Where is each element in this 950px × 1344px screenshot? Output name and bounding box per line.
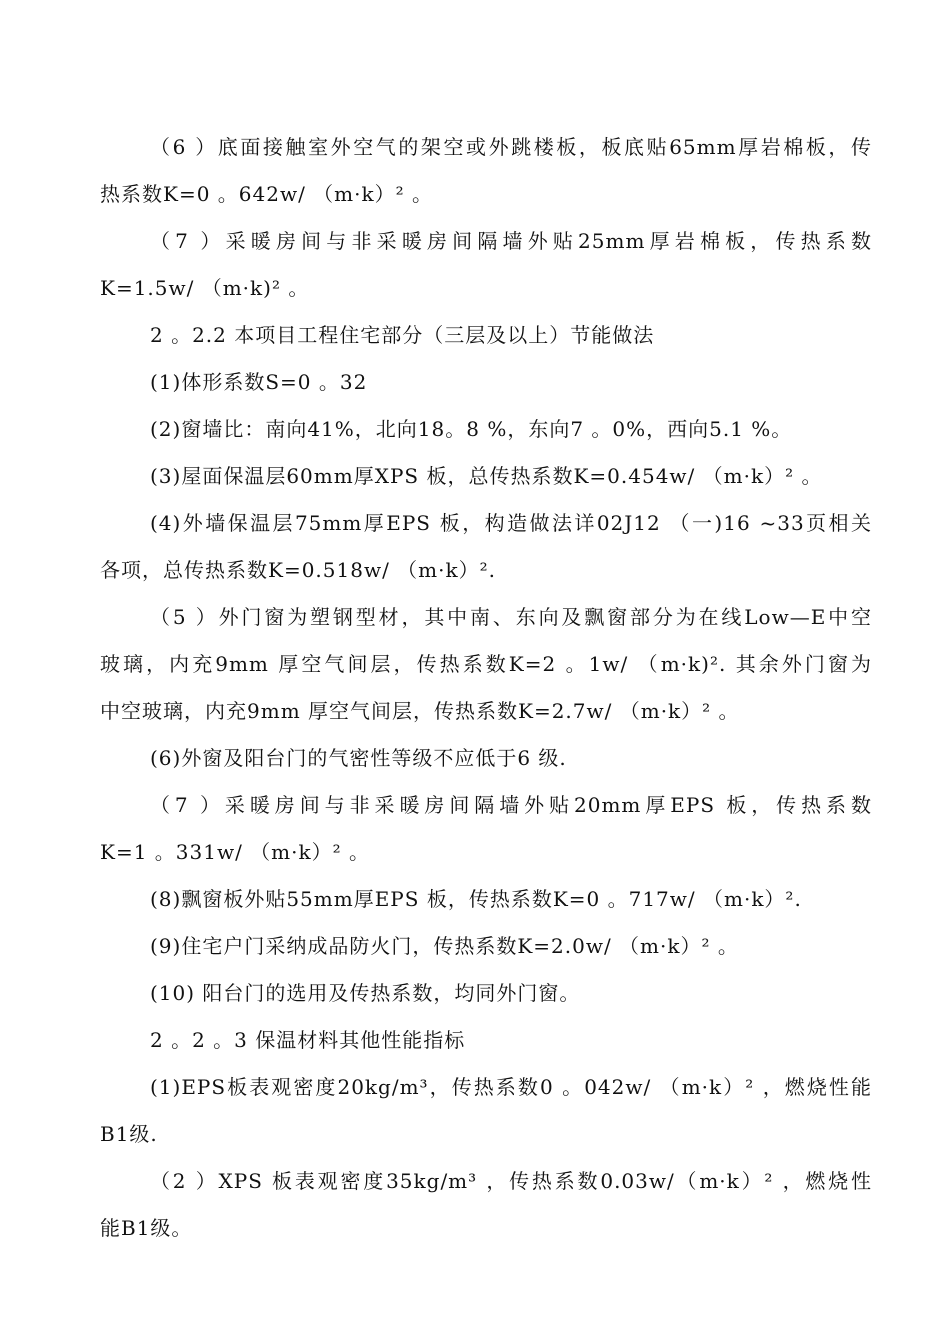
paragraph-line: (1)EPS板表观密度20kg/m³，传热系数0 。042w/ （m·k）² ，燃烧性能 [150, 1075, 872, 1099]
paragraph-line: (10) 阳台门的选用及传热系数，均同外门窗。 [150, 981, 581, 1005]
paragraph-line: (8)飘窗板外贴55mm厚EPS 板，传热系数K=0 。717w/ （m·k）². [150, 887, 802, 911]
paragraph-line: (1)体形系数S=0 。32 [150, 370, 368, 394]
paragraph-line: 能B1级。 [100, 1216, 193, 1240]
paragraph-line: B1级. [100, 1122, 158, 1146]
paragraph-line: 热系数K=0 。642w/ （m·k）² 。 [100, 182, 433, 206]
section-heading: 2 。2 。3 保温材料其他性能指标 [150, 1028, 466, 1052]
paragraph-line: 中空玻璃，内充9mm 厚空气间层，传热系数K=2.7w/ （m·k）² 。 [100, 699, 740, 723]
paragraph-line: （7 ）采暖房间与非采暖房间隔墙外贴25mm厚岩棉板，传热系数 [150, 229, 872, 253]
paragraph-line: (9)住宅户门采纳成品防火门，传热系数K=2.0w/ （m·k）² 。 [150, 934, 739, 958]
paragraph-line: （2 ）XPS 板表观密度35kg/m³ ，传热系数0.03w/（m·k）² ，燃烧性 [150, 1169, 872, 1193]
paragraph-line: K=1.5w/ （m·k)² 。 [100, 276, 310, 300]
paragraph-line: (2)窗墙比：南向41%，北向18。8 %，东向7 。0%，西向5.1 %。 [150, 417, 793, 441]
section-heading: 2 。2.2 本项目工程住宅部分（三层及以上）节能做法 [150, 323, 655, 347]
paragraph-line: 玻璃，内充9mm 厚空气间层，传热系数K=2 。1w/ （m·k)². 其余外门窗为 [100, 652, 872, 676]
paragraph-line: 各项，总传热系数K=0.518w/ （m·k）². [100, 558, 496, 582]
paragraph-line: (3)屋面保温层60mm厚XPS 板，总传热系数K=0.454w/ （m·k）² 。 [150, 464, 823, 488]
paragraph-line: K=1 。331w/ （m·k）² 。 [100, 840, 370, 864]
paragraph-line: (6)外窗及阳台门的气密性等级不应低于6 级. [150, 746, 567, 770]
paragraph-line: （5 ）外门窗为塑钢型材，其中南、东向及飘窗部分为在线Low—E中空 [150, 605, 872, 629]
paragraph-line: （7 ）采暖房间与非采暖房间隔墙外贴20mm厚EPS 板，传热系数 [150, 793, 872, 817]
paragraph-line: (4)外墙保温层75mm厚EPS 板，构造做法详02J12 （一)16 ~33页相关 [150, 511, 872, 535]
paragraph-line: （6 ）底面接触室外空气的架空或外跳楼板，板底贴65mm厚岩棉板，传 [150, 135, 872, 159]
